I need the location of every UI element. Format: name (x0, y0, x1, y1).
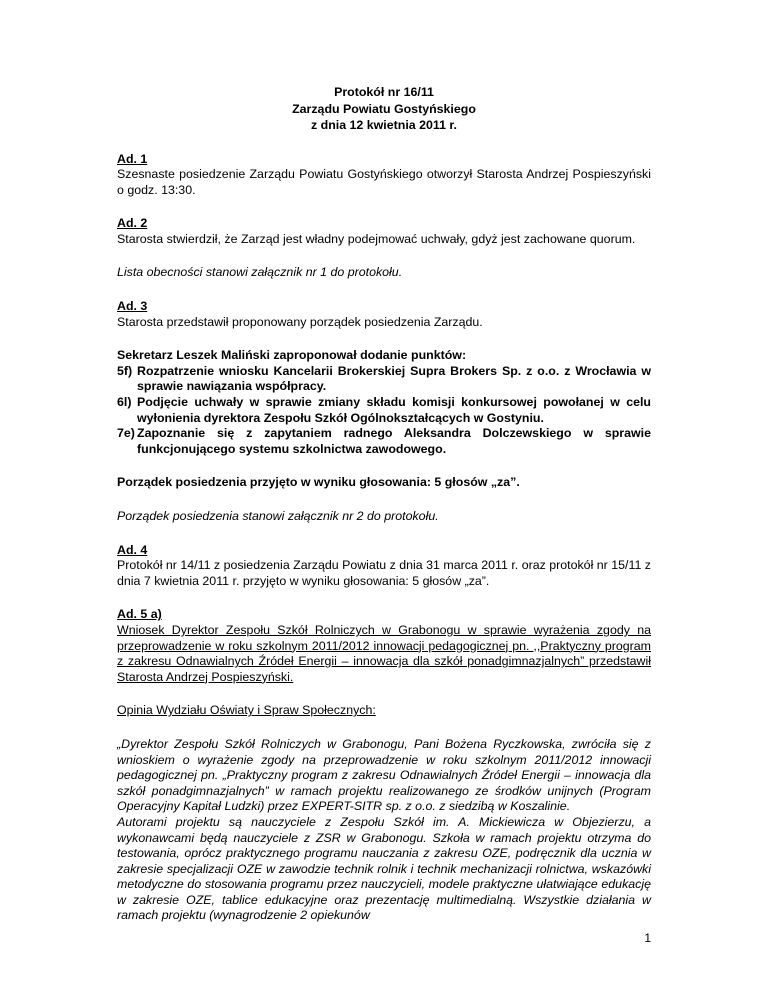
title-line-1: Protokół nr 16/11 (334, 85, 434, 99)
list-item-text: Podjęcie uchwały w sprawie zmiany składu komisji konkursowej powołanej w celu wyłonienia dyrektora Zespołu Szkół Ogólnokształcących w Gostyniu. (137, 395, 651, 425)
section-ad1 (117, 152, 651, 199)
list-item-text: Rozpatrzenie wniosku Kancelarii Brokerskiej Supra Brokers Sp. z o.o. z Wrocławia w sprawie nawiązania współpracy. (137, 363, 651, 394)
list-item (117, 395, 651, 426)
ad2-heading: Ad. 2 (117, 216, 148, 231)
title-line-3: z dnia 12 kwietnia 2011 r. (310, 118, 457, 132)
ad5a-heading: Ad. 5 a) (117, 607, 162, 622)
ad3-vote-result: Porządek posiedzenia przyjęto w wyniku głosowania: 5 głosów „za”. (117, 475, 520, 490)
section-ad2 (117, 216, 651, 281)
section-ad4 (117, 543, 651, 590)
title-line-2: Zarządu Powiatu Gostyńskiego (292, 101, 476, 116)
document-body (117, 84, 651, 924)
opinion-quote-paragraph-1: „Dyrektor Zespołu Szkół Rolniczych w Grabonogu, Pani Bożena Ryczkowska, zwróciła się z wnioskiem o wyrażenie zgody na przeprowadzenie w roku szkolnym 2011/2012 innowacji pedagogicznej pn. „Praktyczny program z zakresu Odnawialnych Źródeł Energii – innowacja dla szkół ponadgimnazjalnych” w ramach projektu realizowanego ze środków unijnych (Program Operacyjny Kapitał Ludzki) przez EXPERT-SITR sp. z o.o. z siedzibą w Koszalinie. (117, 736, 651, 814)
ad3-agenda-note: Porządek posiedzenia stanowi załącznik nr 2 do protokołu. (117, 509, 439, 523)
list-item-label: 5f) (117, 363, 133, 378)
ad3-proposal: Sekretarz Leszek Maliński zaproponował dodanie punktów: (117, 348, 467, 363)
opinion-heading: Opinia Wydziału Oświaty i Spraw Społecznych: (117, 703, 376, 718)
page-number: 1 (644, 931, 651, 945)
ad2-attendance-note: Lista obecności stanowi załącznik nr 1 do protokołu. (117, 265, 403, 280)
list-item-label: 7e) (117, 426, 135, 441)
section-ad5a (117, 607, 651, 924)
section-ad3 (117, 299, 651, 525)
ad3-text: Starosta przedstawił proponowany porządek posiedzenia Zarządu. (117, 314, 483, 329)
ad5a-text: Wniosek Dyrektor Zespołu Szkół Rolniczych w Grabonogu w sprawie wyrażenia zgody na przeprowadzenie w roku szkolnym 2011/2012 innowacji pedagogicznej pn. ,,Praktyczny program z zakresu Odnawialnych Źródeł Energii – innowacja dla szkół ponadgimnazjalnych” przedstawił Starosta Andrzej Pospieszyński. (117, 622, 651, 684)
document-title (117, 84, 651, 134)
list-item-label: 6l) (117, 395, 132, 410)
ad4-heading: Ad. 4 (117, 542, 148, 557)
list-item (117, 364, 651, 395)
opinion-quote-paragraph-2: Autorami projektu są nauczyciele z Zespołu Szkół im. A. Mickiewicza w Objezierzu, a wykonawcami będą nauczyciele z ZSR w Grabonogu. Szkoła w ramach projektu otrzyma do testowania, oprócz praktycznego programu nauczania z zakresu OZE, podręcznik dla ucznia w zakresie specjalizacji OZE w zawodzie technik rolnik i technik mechanizacji rolnictwa, wskazówki metodyczne do stosowania programu przez nauczycieli, modele praktyczne ułatwiające edukację w zakresie OZE, tablice edukacyjne oraz prezentację multimedialną. Wszystkie działania w ramach projektu (wynagrodzenie 2 opiekunów (117, 814, 651, 923)
list-item-text: Zapoznanie się z zapytaniem radnego Aleksandra Dolczewskiego w sprawie funkcjonującego systemu szkolnictwa zawodowego. (137, 426, 651, 456)
ad2-text: Starosta stwierdził, że Zarząd jest władny podejmować uchwały, gdyż jest zachowane quorum. (117, 231, 636, 246)
ad3-heading: Ad. 3 (117, 299, 148, 314)
ad1-heading: Ad. 1 (117, 151, 148, 166)
list-item (117, 426, 651, 457)
opinion-quote (117, 737, 651, 924)
ad4-text: Protokół nr 14/11 z posiedzenia Zarządu Powiatu z dnia 31 marca 2011 r. oraz protokół nr 15/11 z dnia 7 kwietnia 2011 r. przyjęto w wyniku głosowania: 5 głosów „za”. (117, 558, 651, 588)
agenda-additions-list (117, 364, 651, 458)
ad1-text: Szesnaste posiedzenie Zarządu Powiatu Gostyńskiego otworzył Starosta Andrzej Pospieszyński o godz. 13:30. (117, 167, 651, 197)
